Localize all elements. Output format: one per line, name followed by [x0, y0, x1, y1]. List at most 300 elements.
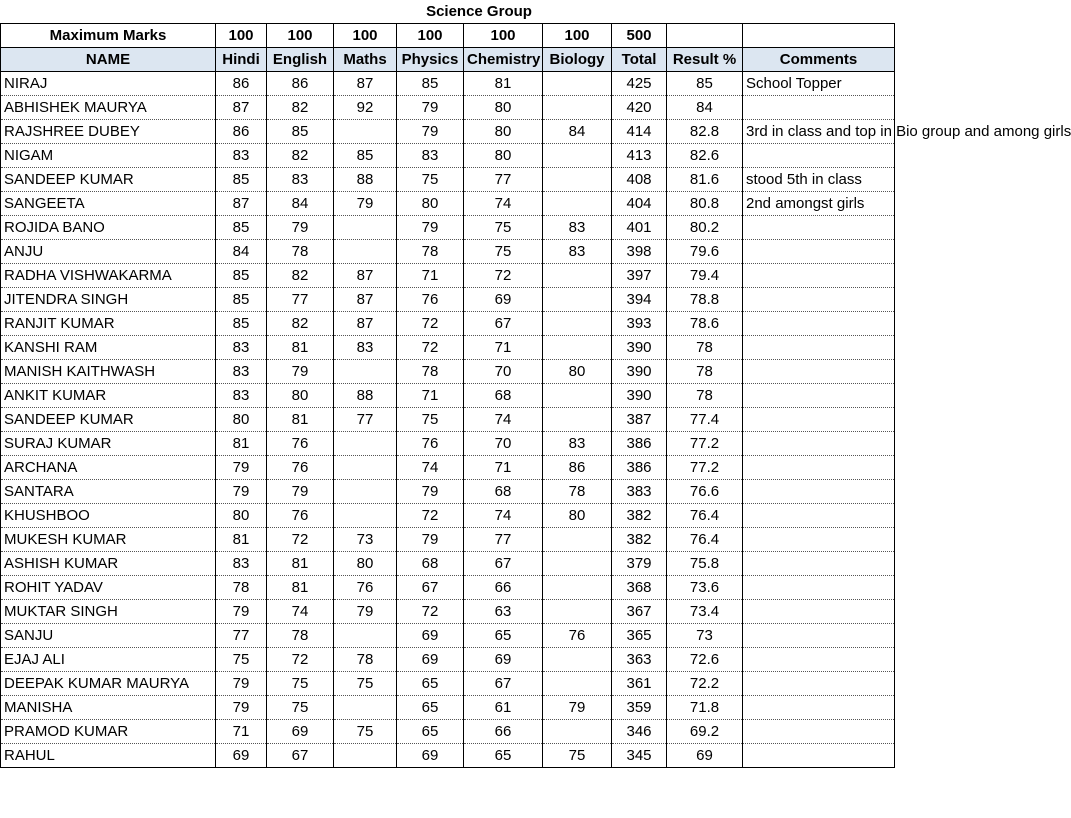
max-marks-label[interactable]: Maximum Marks	[1, 24, 216, 48]
mark-cell[interactable]: 69	[216, 744, 267, 768]
mark-cell[interactable]: 65	[397, 720, 464, 744]
comment-cell[interactable]: 2nd amongst girls	[743, 192, 895, 216]
mark-cell[interactable]: 82	[267, 312, 334, 336]
mark-cell[interactable]	[543, 648, 612, 672]
comment-cell[interactable]	[743, 432, 895, 456]
comment-cell[interactable]	[743, 648, 895, 672]
mark-cell[interactable]: 74	[464, 408, 543, 432]
max-marks-cell[interactable]	[743, 24, 895, 48]
mark-cell[interactable]: 85	[397, 72, 464, 96]
mark-cell[interactable]: 368	[612, 576, 667, 600]
mark-cell[interactable]: 85	[216, 312, 267, 336]
mark-cell[interactable]: 75	[267, 672, 334, 696]
mark-cell[interactable]: 71	[397, 384, 464, 408]
mark-cell[interactable]: 74	[267, 600, 334, 624]
student-name-cell[interactable]: ARCHANA	[1, 456, 216, 480]
mark-cell[interactable]: 78	[667, 384, 743, 408]
mark-cell[interactable]	[334, 480, 397, 504]
mark-cell[interactable]: 71	[397, 264, 464, 288]
mark-cell[interactable]: 79	[397, 216, 464, 240]
mark-cell[interactable]: 72	[397, 312, 464, 336]
mark-cell[interactable]: 81	[216, 432, 267, 456]
mark-cell[interactable]: 80	[464, 120, 543, 144]
mark-cell[interactable]	[543, 72, 612, 96]
mark-cell[interactable]: 69	[397, 744, 464, 768]
mark-cell[interactable]: 63	[464, 600, 543, 624]
mark-cell[interactable]: 86	[216, 120, 267, 144]
mark-cell[interactable]: 75	[543, 744, 612, 768]
max-marks-cell[interactable]: 500	[612, 24, 667, 48]
comment-cell[interactable]	[743, 408, 895, 432]
mark-cell[interactable]: 71	[464, 456, 543, 480]
mark-cell[interactable]: 79	[216, 600, 267, 624]
mark-cell[interactable]: 387	[612, 408, 667, 432]
mark-cell[interactable]: 76	[267, 432, 334, 456]
mark-cell[interactable]: 76	[267, 456, 334, 480]
student-name-cell[interactable]: DEEPAK KUMAR MAURYA	[1, 672, 216, 696]
comment-cell[interactable]	[743, 672, 895, 696]
mark-cell[interactable]: 84	[667, 96, 743, 120]
mark-cell[interactable]: 382	[612, 504, 667, 528]
mark-cell[interactable]: 80	[543, 504, 612, 528]
mark-cell[interactable]: 78.8	[667, 288, 743, 312]
comment-cell[interactable]	[743, 720, 895, 744]
mark-cell[interactable]: 85	[216, 216, 267, 240]
mark-cell[interactable]: 85	[267, 120, 334, 144]
mark-cell[interactable]: 386	[612, 456, 667, 480]
mark-cell[interactable]: 413	[612, 144, 667, 168]
mark-cell[interactable]	[543, 576, 612, 600]
mark-cell[interactable]: 76.4	[667, 504, 743, 528]
mark-cell[interactable]: 379	[612, 552, 667, 576]
mark-cell[interactable]: 67	[464, 312, 543, 336]
comment-cell[interactable]	[743, 216, 895, 240]
mark-cell[interactable]: 75	[334, 720, 397, 744]
mark-cell[interactable]: 74	[464, 192, 543, 216]
mark-cell[interactable]: 80.2	[667, 216, 743, 240]
mark-cell[interactable]: 81	[267, 336, 334, 360]
mark-cell[interactable]	[543, 336, 612, 360]
mark-cell[interactable]	[543, 312, 612, 336]
mark-cell[interactable]: 77.2	[667, 456, 743, 480]
student-name-cell[interactable]: RANJIT KUMAR	[1, 312, 216, 336]
mark-cell[interactable]	[334, 456, 397, 480]
mark-cell[interactable]: 74	[397, 456, 464, 480]
max-marks-cell[interactable]: 100	[543, 24, 612, 48]
mark-cell[interactable]: 66	[464, 720, 543, 744]
mark-cell[interactable]: 67	[464, 552, 543, 576]
mark-cell[interactable]: 75	[397, 168, 464, 192]
mark-cell[interactable]: 86	[267, 72, 334, 96]
mark-cell[interactable]: 68	[464, 384, 543, 408]
mark-cell[interactable]: 83	[543, 432, 612, 456]
max-marks-cell[interactable]	[667, 24, 743, 48]
mark-cell[interactable]	[543, 600, 612, 624]
column-header-total[interactable]: Total	[612, 48, 667, 72]
max-marks-cell[interactable]: 100	[334, 24, 397, 48]
mark-cell[interactable]: 87	[334, 288, 397, 312]
mark-cell[interactable]: 79	[397, 120, 464, 144]
mark-cell[interactable]: 83	[543, 216, 612, 240]
mark-cell[interactable]: 87	[334, 264, 397, 288]
mark-cell[interactable]: 65	[397, 672, 464, 696]
mark-cell[interactable]: 79	[216, 696, 267, 720]
mark-cell[interactable]: 76	[397, 288, 464, 312]
mark-cell[interactable]: 77	[267, 288, 334, 312]
mark-cell[interactable]: 86	[543, 456, 612, 480]
student-name-cell[interactable]: ANJU	[1, 240, 216, 264]
mark-cell[interactable]: 365	[612, 624, 667, 648]
mark-cell[interactable]: 69	[397, 648, 464, 672]
comment-cell[interactable]: School Topper	[743, 72, 895, 96]
mark-cell[interactable]: 83	[216, 384, 267, 408]
comment-cell[interactable]	[743, 360, 895, 384]
mark-cell[interactable]: 390	[612, 360, 667, 384]
comment-cell[interactable]	[743, 312, 895, 336]
comment-cell[interactable]	[743, 336, 895, 360]
mark-cell[interactable]: 345	[612, 744, 667, 768]
mark-cell[interactable]: 77	[464, 168, 543, 192]
mark-cell[interactable]: 82	[267, 144, 334, 168]
mark-cell[interactable]: 74	[464, 504, 543, 528]
comment-cell[interactable]	[743, 96, 895, 120]
mark-cell[interactable]	[543, 552, 612, 576]
mark-cell[interactable]: 76	[334, 576, 397, 600]
comment-cell[interactable]	[743, 600, 895, 624]
comment-cell[interactable]	[743, 744, 895, 768]
student-name-cell[interactable]: NIRAJ	[1, 72, 216, 96]
max-marks-cell[interactable]: 100	[397, 24, 464, 48]
mark-cell[interactable]: 69	[667, 744, 743, 768]
mark-cell[interactable]	[334, 120, 397, 144]
mark-cell[interactable]: 79.6	[667, 240, 743, 264]
student-name-cell[interactable]: RAHUL	[1, 744, 216, 768]
column-header-comments[interactable]: Comments	[743, 48, 895, 72]
mark-cell[interactable]: 83	[216, 144, 267, 168]
mark-cell[interactable]: 77.2	[667, 432, 743, 456]
mark-cell[interactable]: 71	[216, 720, 267, 744]
mark-cell[interactable]: 84	[267, 192, 334, 216]
mark-cell[interactable]: 69	[464, 288, 543, 312]
mark-cell[interactable]: 67	[397, 576, 464, 600]
student-name-cell[interactable]: MANISHA	[1, 696, 216, 720]
student-name-cell[interactable]: NIGAM	[1, 144, 216, 168]
mark-cell[interactable]	[543, 264, 612, 288]
mark-cell[interactable]	[334, 624, 397, 648]
mark-cell[interactable]	[543, 384, 612, 408]
mark-cell[interactable]: 367	[612, 600, 667, 624]
mark-cell[interactable]: 86	[216, 72, 267, 96]
mark-cell[interactable]: 80.8	[667, 192, 743, 216]
student-name-cell[interactable]: RADHA VISHWAKARMA	[1, 264, 216, 288]
student-name-cell[interactable]: MUKESH KUMAR	[1, 528, 216, 552]
mark-cell[interactable]: 87	[216, 192, 267, 216]
student-name-cell[interactable]: SURAJ KUMAR	[1, 432, 216, 456]
comment-cell[interactable]	[743, 624, 895, 648]
mark-cell[interactable]: 79	[216, 672, 267, 696]
column-header-chemistry[interactable]: Chemistry	[464, 48, 543, 72]
mark-cell[interactable]: 71	[464, 336, 543, 360]
mark-cell[interactable]: 79	[267, 360, 334, 384]
student-name-cell[interactable]: ANKIT KUMAR	[1, 384, 216, 408]
mark-cell[interactable]: 82.6	[667, 144, 743, 168]
mark-cell[interactable]	[543, 168, 612, 192]
mark-cell[interactable]: 382	[612, 528, 667, 552]
student-name-cell[interactable]: SANTARA	[1, 480, 216, 504]
comment-cell[interactable]	[743, 696, 895, 720]
mark-cell[interactable]: 92	[334, 96, 397, 120]
mark-cell[interactable]	[543, 288, 612, 312]
column-header-hindi[interactable]: Hindi	[216, 48, 267, 72]
student-name-cell[interactable]: SANJU	[1, 624, 216, 648]
mark-cell[interactable]: 79	[397, 96, 464, 120]
mark-cell[interactable]: 414	[612, 120, 667, 144]
mark-cell[interactable]: 76	[267, 504, 334, 528]
student-name-cell[interactable]: KANSHI RAM	[1, 336, 216, 360]
student-name-cell[interactable]: SANGEETA	[1, 192, 216, 216]
mark-cell[interactable]: 79	[543, 696, 612, 720]
mark-cell[interactable]: 75	[397, 408, 464, 432]
mark-cell[interactable]: 80	[216, 408, 267, 432]
comment-cell[interactable]	[743, 576, 895, 600]
mark-cell[interactable]	[334, 216, 397, 240]
mark-cell[interactable]: 78	[216, 576, 267, 600]
mark-cell[interactable]: 81	[216, 528, 267, 552]
max-marks-cell[interactable]: 100	[464, 24, 543, 48]
comment-cell[interactable]: 3rd in class and top in Bio group and among girls	[743, 120, 895, 144]
comment-cell[interactable]	[743, 552, 895, 576]
mark-cell[interactable]: 70	[464, 360, 543, 384]
mark-cell[interactable]: 77	[464, 528, 543, 552]
mark-cell[interactable]: 65	[397, 696, 464, 720]
mark-cell[interactable]: 68	[464, 480, 543, 504]
mark-cell[interactable]: 85	[216, 288, 267, 312]
mark-cell[interactable]: 72	[397, 600, 464, 624]
mark-cell[interactable]: 82	[267, 264, 334, 288]
mark-cell[interactable]: 66	[464, 576, 543, 600]
mark-cell[interactable]: 67	[267, 744, 334, 768]
mark-cell[interactable]: 408	[612, 168, 667, 192]
mark-cell[interactable]: 88	[334, 384, 397, 408]
mark-cell[interactable]: 72	[464, 264, 543, 288]
mark-cell[interactable]: 75	[464, 216, 543, 240]
student-name-cell[interactable]: SANDEEP KUMAR	[1, 168, 216, 192]
mark-cell[interactable]: 397	[612, 264, 667, 288]
column-header-name[interactable]: NAME	[1, 48, 216, 72]
mark-cell[interactable]: 88	[334, 168, 397, 192]
mark-cell[interactable]: 393	[612, 312, 667, 336]
mark-cell[interactable]: 79	[267, 216, 334, 240]
student-name-cell[interactable]: ROHIT YADAV	[1, 576, 216, 600]
mark-cell[interactable]: 72	[267, 648, 334, 672]
mark-cell[interactable]: 79	[334, 600, 397, 624]
student-name-cell[interactable]: EJAJ ALI	[1, 648, 216, 672]
comment-cell[interactable]	[743, 528, 895, 552]
mark-cell[interactable]: 79	[334, 192, 397, 216]
mark-cell[interactable]: 61	[464, 696, 543, 720]
mark-cell[interactable]: 83	[397, 144, 464, 168]
comment-cell[interactable]	[743, 240, 895, 264]
mark-cell[interactable]: 72	[267, 528, 334, 552]
student-name-cell[interactable]: PRAMOD KUMAR	[1, 720, 216, 744]
sheet-title[interactable]: Science Group	[426, 3, 532, 20]
mark-cell[interactable]: 75	[334, 672, 397, 696]
mark-cell[interactable]: 82.8	[667, 120, 743, 144]
mark-cell[interactable]	[334, 432, 397, 456]
student-name-cell[interactable]: ASHISH KUMAR	[1, 552, 216, 576]
mark-cell[interactable]: 81	[267, 408, 334, 432]
mark-cell[interactable]: 398	[612, 240, 667, 264]
mark-cell[interactable]: 77	[334, 408, 397, 432]
mark-cell[interactable]: 77	[216, 624, 267, 648]
mark-cell[interactable]: 72	[397, 504, 464, 528]
mark-cell[interactable]	[543, 408, 612, 432]
column-header-biology[interactable]: Biology	[543, 48, 612, 72]
mark-cell[interactable]: 78	[334, 648, 397, 672]
comment-cell[interactable]	[743, 264, 895, 288]
mark-cell[interactable]: 80	[543, 360, 612, 384]
mark-cell[interactable]: 65	[464, 744, 543, 768]
mark-cell[interactable]: 76	[543, 624, 612, 648]
mark-cell[interactable]: 87	[216, 96, 267, 120]
mark-cell[interactable]: 78	[267, 624, 334, 648]
mark-cell[interactable]: 75	[267, 696, 334, 720]
mark-cell[interactable]	[334, 360, 397, 384]
mark-cell[interactable]: 71.8	[667, 696, 743, 720]
column-header-maths[interactable]: Maths	[334, 48, 397, 72]
mark-cell[interactable]: 73.4	[667, 600, 743, 624]
mark-cell[interactable]: 81	[267, 552, 334, 576]
mark-cell[interactable]: 79	[397, 480, 464, 504]
mark-cell[interactable]: 83	[543, 240, 612, 264]
comment-cell[interactable]: stood 5th in class	[743, 168, 895, 192]
mark-cell[interactable]: 363	[612, 648, 667, 672]
mark-cell[interactable]: 85	[334, 144, 397, 168]
mark-cell[interactable]: 69	[397, 624, 464, 648]
mark-cell[interactable]: 70	[464, 432, 543, 456]
mark-cell[interactable]: 83	[334, 336, 397, 360]
mark-cell[interactable]: 77.4	[667, 408, 743, 432]
student-name-cell[interactable]: KHUSHBOO	[1, 504, 216, 528]
student-name-cell[interactable]: JITENDRA SINGH	[1, 288, 216, 312]
mark-cell[interactable]: 359	[612, 696, 667, 720]
mark-cell[interactable]: 78	[267, 240, 334, 264]
mark-cell[interactable]: 404	[612, 192, 667, 216]
mark-cell[interactable]: 87	[334, 312, 397, 336]
student-name-cell[interactable]: ABHISHEK MAURYA	[1, 96, 216, 120]
mark-cell[interactable]: 81	[267, 576, 334, 600]
mark-cell[interactable]: 420	[612, 96, 667, 120]
mark-cell[interactable]: 81	[464, 72, 543, 96]
student-name-cell[interactable]: RAJSHREE DUBEY	[1, 120, 216, 144]
mark-cell[interactable]: 84	[543, 120, 612, 144]
student-name-cell[interactable]: MANISH KAITHWASH	[1, 360, 216, 384]
column-header-english[interactable]: English	[267, 48, 334, 72]
student-name-cell[interactable]: ROJIDA BANO	[1, 216, 216, 240]
mark-cell[interactable]: 87	[334, 72, 397, 96]
mark-cell[interactable]: 69	[464, 648, 543, 672]
mark-cell[interactable]	[543, 528, 612, 552]
mark-cell[interactable]: 72	[397, 336, 464, 360]
mark-cell[interactable]: 85	[216, 264, 267, 288]
mark-cell[interactable]: 85	[667, 72, 743, 96]
comment-cell[interactable]	[743, 480, 895, 504]
mark-cell[interactable]	[543, 720, 612, 744]
mark-cell[interactable]: 75	[216, 648, 267, 672]
mark-cell[interactable]: 85	[216, 168, 267, 192]
mark-cell[interactable]: 383	[612, 480, 667, 504]
mark-cell[interactable]: 69	[267, 720, 334, 744]
mark-cell[interactable]: 83	[216, 336, 267, 360]
mark-cell[interactable]: 79	[216, 480, 267, 504]
column-header-physics[interactable]: Physics	[397, 48, 464, 72]
mark-cell[interactable]: 386	[612, 432, 667, 456]
mark-cell[interactable]: 80	[216, 504, 267, 528]
mark-cell[interactable]	[334, 744, 397, 768]
mark-cell[interactable]: 78	[667, 336, 743, 360]
mark-cell[interactable]	[543, 672, 612, 696]
comment-cell[interactable]	[743, 288, 895, 312]
student-name-cell[interactable]: SANDEEP KUMAR	[1, 408, 216, 432]
mark-cell[interactable]: 425	[612, 72, 667, 96]
mark-cell[interactable]: 68	[397, 552, 464, 576]
mark-cell[interactable]: 81.6	[667, 168, 743, 192]
mark-cell[interactable]: 80	[397, 192, 464, 216]
mark-cell[interactable]: 394	[612, 288, 667, 312]
mark-cell[interactable]: 75	[464, 240, 543, 264]
mark-cell[interactable]: 78	[397, 240, 464, 264]
comment-cell[interactable]	[743, 384, 895, 408]
mark-cell[interactable]	[543, 144, 612, 168]
mark-cell[interactable]: 78	[543, 480, 612, 504]
mark-cell[interactable]: 78	[667, 360, 743, 384]
max-marks-cell[interactable]: 100	[216, 24, 267, 48]
mark-cell[interactable]: 79	[216, 456, 267, 480]
mark-cell[interactable]: 76.4	[667, 528, 743, 552]
mark-cell[interactable]: 390	[612, 336, 667, 360]
mark-cell[interactable]: 390	[612, 384, 667, 408]
mark-cell[interactable]: 80	[464, 144, 543, 168]
mark-cell[interactable]: 69.2	[667, 720, 743, 744]
mark-cell[interactable]: 67	[464, 672, 543, 696]
mark-cell[interactable]: 401	[612, 216, 667, 240]
mark-cell[interactable]	[334, 240, 397, 264]
mark-cell[interactable]	[543, 192, 612, 216]
mark-cell[interactable]: 79	[267, 480, 334, 504]
mark-cell[interactable]: 82	[267, 96, 334, 120]
mark-cell[interactable]: 80	[267, 384, 334, 408]
mark-cell[interactable]: 83	[216, 360, 267, 384]
mark-cell[interactable]: 73	[334, 528, 397, 552]
mark-cell[interactable]: 346	[612, 720, 667, 744]
mark-cell[interactable]: 72.2	[667, 672, 743, 696]
mark-cell[interactable]: 78.6	[667, 312, 743, 336]
student-name-cell[interactable]: MUKTAR SINGH	[1, 600, 216, 624]
mark-cell[interactable]: 84	[216, 240, 267, 264]
mark-cell[interactable]: 80	[464, 96, 543, 120]
mark-cell[interactable]: 76	[397, 432, 464, 456]
mark-cell[interactable]: 83	[216, 552, 267, 576]
mark-cell[interactable]	[334, 696, 397, 720]
mark-cell[interactable]: 80	[334, 552, 397, 576]
mark-cell[interactable]: 83	[267, 168, 334, 192]
mark-cell[interactable]: 76.6	[667, 480, 743, 504]
comment-cell[interactable]	[743, 504, 895, 528]
mark-cell[interactable]: 79.4	[667, 264, 743, 288]
mark-cell[interactable]	[543, 96, 612, 120]
mark-cell[interactable]: 361	[612, 672, 667, 696]
mark-cell[interactable]: 73.6	[667, 576, 743, 600]
